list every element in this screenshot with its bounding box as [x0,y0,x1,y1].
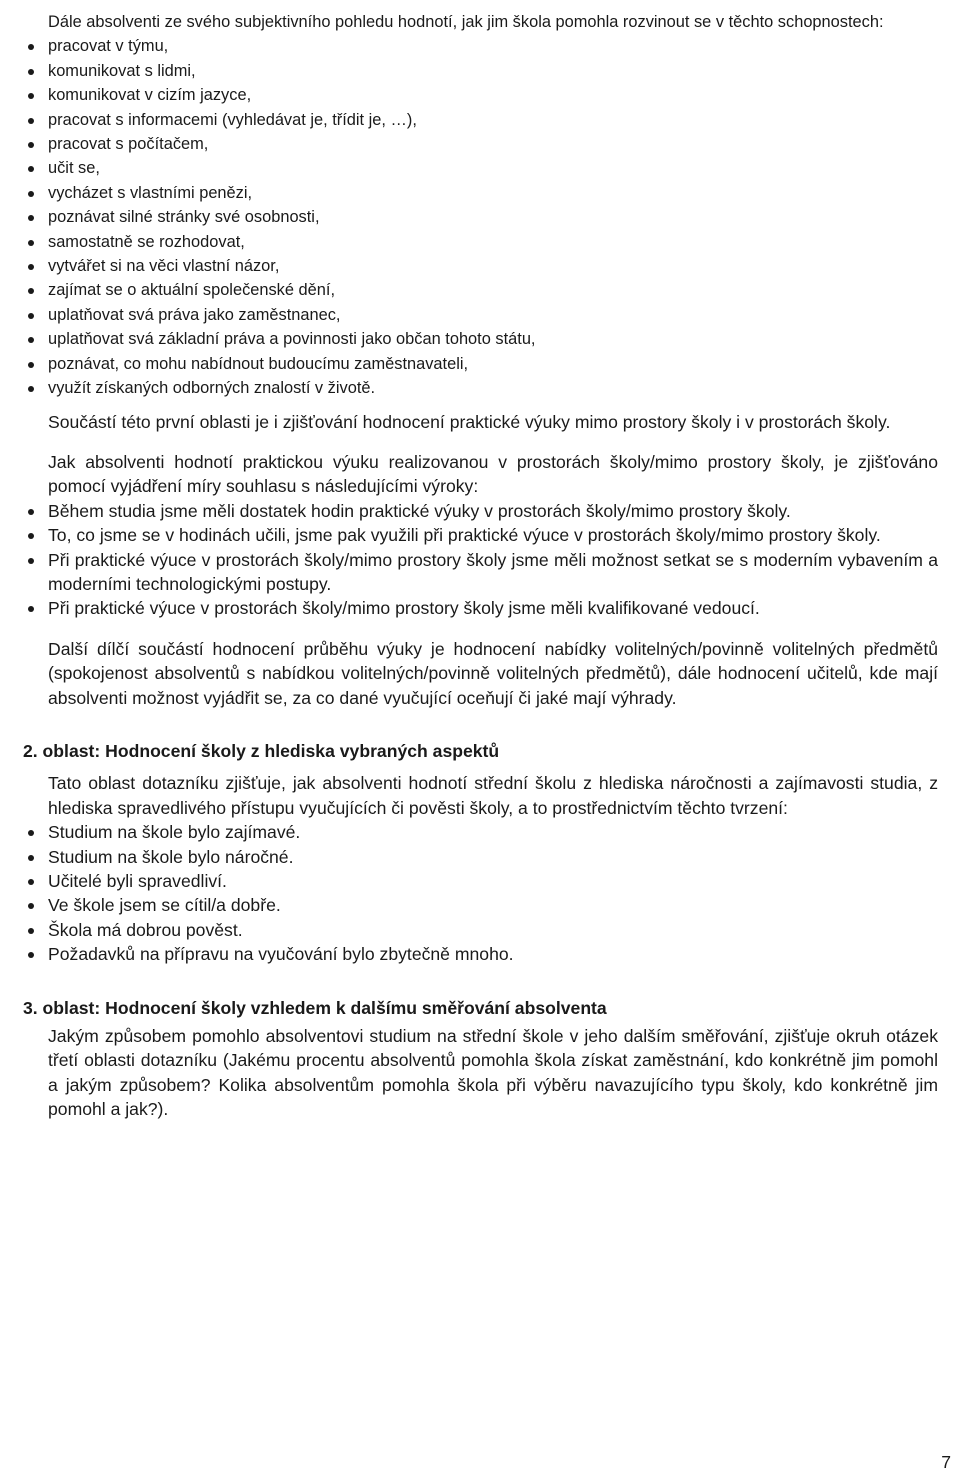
bullet-icon [28,830,34,836]
bullet-icon [28,191,34,197]
list-item: Studium na škole bylo zajímavé. [23,820,938,844]
list-item: vycházet s vlastními penězi, [23,181,938,205]
list-item: využít získaných odborných znalostí v životě. [23,376,938,400]
list-item: pracovat v týmu, [23,34,938,58]
list-item: komunikovat v cizím jazyce, [23,83,938,107]
list-item: poznávat, co mohu nabídnout budoucímu zaměstnavateli, [23,352,938,376]
list-item: Učitelé byli spravedliví. [23,869,938,893]
bullet-icon [28,879,34,885]
practical-statements-list [23,499,938,621]
elective-subjects-paragraph: Další dílčí součástí hodnocení průběhu výuky je hodnocení nabídky volitelných/povinně volitelných předmětů (spokojenost absolventů s nabídkou volitelných/povinně volitelných předmětů), dále hodnocení učitelů, kde mají absolventi možnost vyjádřit se, za co dané vyučující oceňují či jaké mají výhrady. [48,638,938,708]
list-item: pracovat s informacemi (vyhledávat je, třídit je, …), [23,108,938,132]
bullet-icon [28,215,34,221]
list-item: uplatňovat svá základní práva a povinnosti jako občan tohoto státu, [23,327,938,351]
bullet-icon [28,337,34,343]
bullet-icon [28,903,34,909]
list-item: To, co jsme se v hodinách učili, jsme pak využili při praktické výuce v prostorách školy/mimo prostory školy. [23,523,938,547]
bullet-icon [28,606,34,612]
list-item: komunikovat s lidmi, [23,59,938,83]
bullet-icon [28,509,34,515]
intro-paragraph: Dále absolventi ze svého subjektivního pohledu hodnotí, jak jim škola pomohla rozvinout se v těchto schopnostech: [48,13,884,31]
section-3-heading: 3. oblast: Hodnocení školy vzhledem k dalšímu směřování absolventa [23,997,607,1018]
bullet-icon [28,118,34,124]
bullet-icon [28,952,34,958]
practical-intro-paragraph: Součástí této první oblasti je i zjišťování hodnocení praktické výuky mimo prostory školy i v prostorách školy. [48,411,891,432]
list-item: Ve škole jsem se cítil/a dobře. [23,893,938,917]
section-2-list [23,820,938,966]
bullet-icon [28,142,34,148]
bullet-icon [28,44,34,50]
bullet-icon [28,855,34,861]
bullet-icon [28,166,34,172]
section-2-intro: Tato oblast dotazníku zjišťuje, jak absolventi hodnotí střední školu z hlediska náročnosti a zajímavosti studia, z hlediska spravedlivého přístupu vyučujících či pověsti školy, a to prostřednictvím těchto tvrzení: [48,773,938,818]
bullet-icon [28,386,34,392]
page-number: 7 [941,1452,951,1472]
bullet-icon [28,93,34,99]
bullet-icon [28,362,34,368]
bullet-icon [28,533,34,539]
bullet-icon [28,558,34,564]
list-item: vytvářet si na věci vlastní názor, [23,254,938,278]
list-item: poznávat silné stránky své osobnosti, [23,205,938,229]
page-content [23,10,938,1122]
practical-description-paragraph: Jak absolventi hodnotí praktickou výuku realizovanou v prostorách školy/mimo prostory školy, je zjišťováno pomocí vyjádření míry souhlasu s následujícími výroky: [48,451,938,497]
bullet-icon [28,313,34,319]
list-item: Studium na škole bylo náročné. [23,845,938,869]
list-item: učit se, [23,156,938,180]
list-item: samostatně se rozhodovat, [23,230,938,254]
list-item: Požadavků na přípravu na vyučování bylo zbytečně mnoho. [23,942,938,966]
list-item: Škola má dobrou pověst. [23,918,938,942]
section-2-heading: 2. oblast: Hodnocení školy z hlediska vybraných aspektů [23,740,500,761]
skills-list [23,34,938,400]
bullet-icon [28,928,34,934]
list-item: Při praktické výuce v prostorách školy/mimo prostory školy jsme měli možnost setkat se s moderním vybavením a moderními technologickými postupy. [23,548,938,597]
list-item: Během studia jsme měli dostatek hodin praktické výuky v prostorách školy/mimo prostory školy. [23,499,938,523]
list-item: zajímat se o aktuální společenské dění, [23,278,938,302]
bullet-icon [28,264,34,270]
section-3-intro: Jakým způsobem pomohlo absolventovi studium na střední škole v jeho dalším směřování, zjišťuje okruh otázek třetí oblasti dotazníku (Jakému procentu absolventů pomohla škola získat zaměstnání, kdo konkrétně jim pomohl a jakým způsobem? Kolika absolventům pomohla škola při výběru navazujícího typu školy, kdo konkrétně jim pomohl a jak?). [48,1026,938,1120]
list-item: pracovat s počítačem, [23,132,938,156]
bullet-icon [28,69,34,75]
bullet-icon [28,240,34,246]
list-item: uplatňovat svá práva jako zaměstnanec, [23,303,938,327]
list-item: Při praktické výuce v prostorách školy/mimo prostory školy jsme měli kvalifikované vedoucí. [23,596,938,620]
bullet-icon [28,288,34,294]
